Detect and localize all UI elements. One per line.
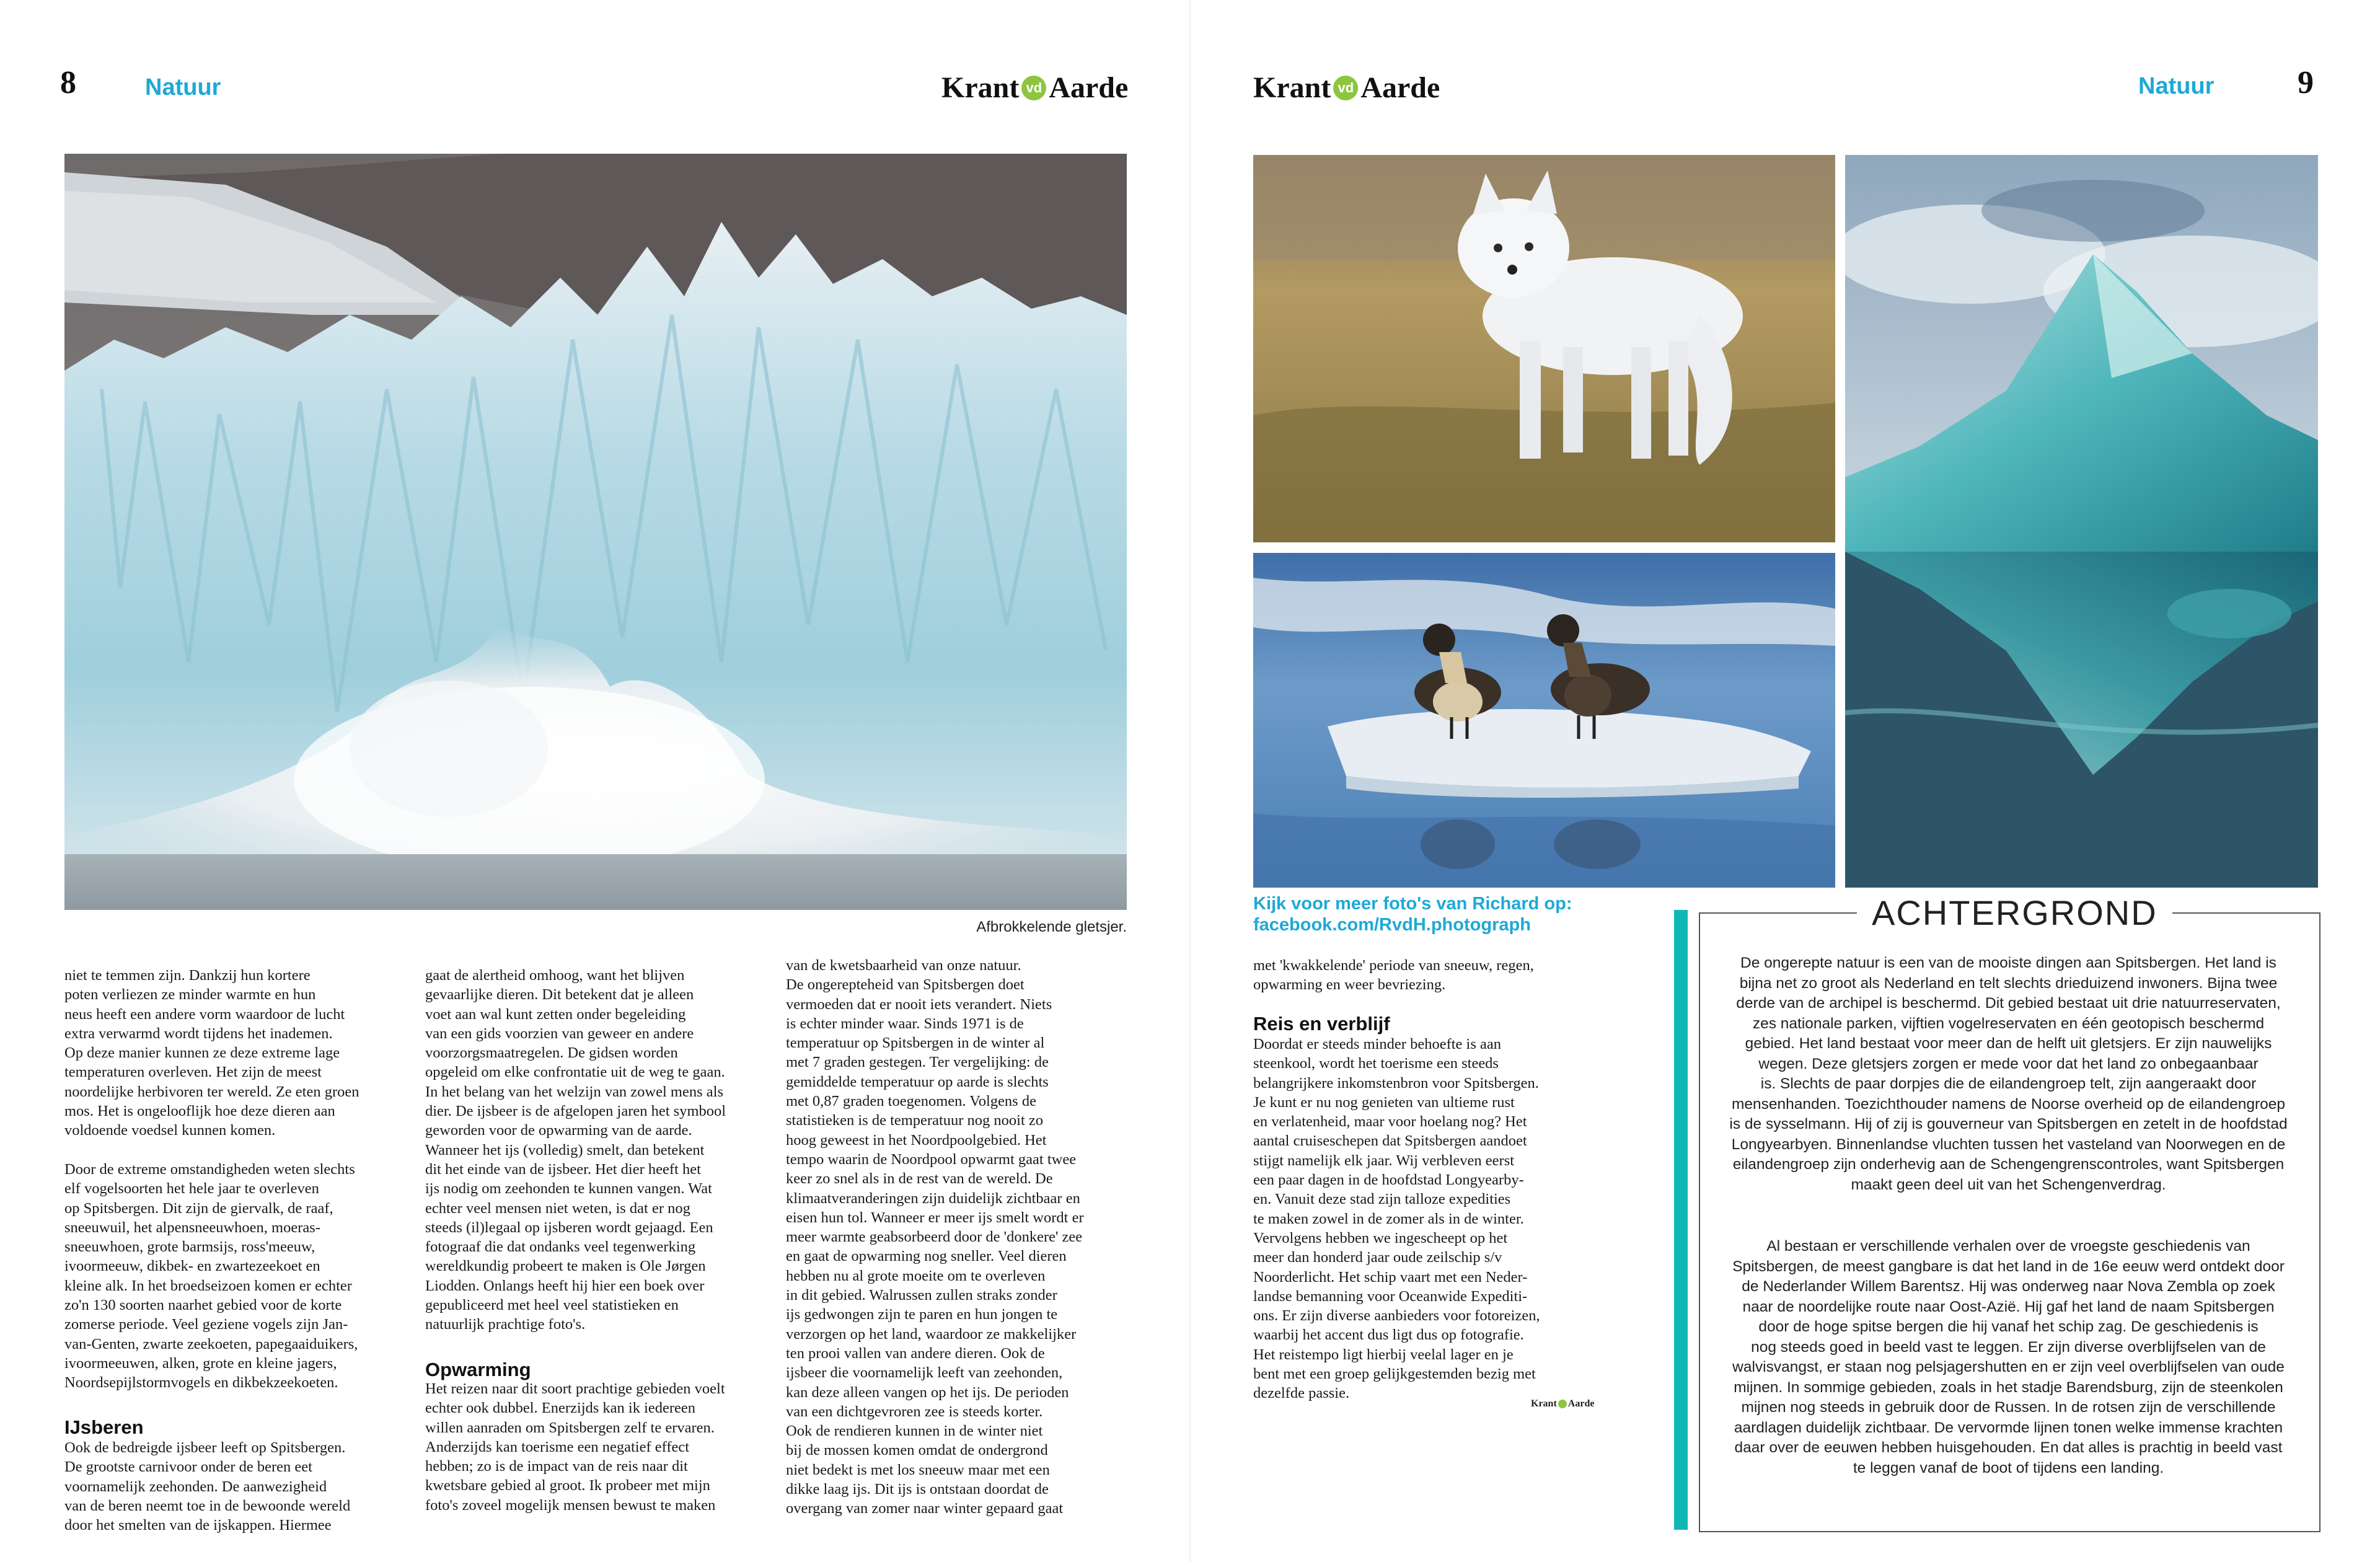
background-box-paragraph-2: Al bestaan er verschillende verhalen over de vroegste geschiedenis van Spitsbergen, de meest gangbare is dat het land in de 16e eeuw werd ontdekt door de Nederlander Willem Barentsz. Hij was onderweg naar Nova Zembla op zoek naar de noordelijke route naar Oost-Azië. Hij gaf het land de naam Spitsbergen door de hoge spitse bergen die hij vanaf het schip zag. De geschiedenis is nog steeds goed in beeld vast te leggen. Er zijn diverse overblijfselen van de walvisvangst, er staan nog pelsjagershutten en er zijn veel overblijfselen van oude mijnen. In sommige gebieden, zoals in het stadje Barendsburg, zijn de steenkolen mijnen nog steeds in gebruik door de Russen. In de rotsen zijn de verschillende aardlagen duidelijk zichtbaar. De vervormde lijnen tonen welke immense krachten daar over de eeuwen hebben huisgehouden. En dat alles is prachtig in beeld vast te leggen vanaf de boot of tijdens een landing.: [1732, 1238, 2285, 1476]
page-number-right: 9: [2298, 65, 2314, 100]
glacier-photo: [64, 154, 1127, 910]
skua-birds-photo: [1253, 553, 1835, 888]
glacier-photo-caption: Afbrokkelende gletsjer.: [976, 919, 1127, 935]
end-mark-logo: [1531, 1398, 1594, 1410]
article-column-3: van de kwetsbaarheid van onze natuur. De ongerepteheid van Spitsbergen doet vermoeden dat er nooit iets verandert. Niets is echter minder waar. Sinds 1971 is de temperatuur op Spitsbergen in de winter al met 7 graden gestegen. Ter vergelijking: de gemiddelde temperatuur op aarde is slechts met 0,87 graden toegenomen. Volgens de statistieken is de temperatuur nog nooit zo hoog geweest in het Noordpoolgebied. Het tempo waarin de Noordpool opwarmt gaat twee keer zo snel als in de rest van de wereld. De klimaatveranderingen zijn duidelijk zichtbaar en eisen hun tol. Wanneer er meer ijs smelt wordt er meer warmte geabsorbeerd door de 'donkere' zee en gaat de opwarming nog sneller. Veel dieren hebben nu al grote moeite om te overleven in dit gebied. Walrussen zullen straks zonder ijs gedwongen zijn te paren en hun jongen te verzorgen op het land, waardoor ze makkelijker ten prooi vallen van andere dieren. Ook de ijsbeer die voornamelijk leeft van zeehonden, kan deze alleen vangen op het ijs. De perioden van een dichtgevroren zee is steeds korter. Ook de rendieren kunnen in de winter niet bij de mossen komen omdat de ondergrond niet bedekt is met los sneeuw maar met een dikke laag ijs. Dit ijs is ontstaan doordat de overgang van zomer naar winter gepaard gaat: [786, 957, 1084, 1517]
section-label-right: Natuur: [2138, 73, 2215, 99]
masthead-logo-right: [1253, 71, 1440, 105]
iceberg-photo: [1845, 155, 2318, 888]
heading-reis-en-verblijf: Reis en verblijf: [1253, 1013, 1390, 1035]
end-mark-krant: Krant: [1531, 1398, 1557, 1409]
logo-text-krant: Krant: [941, 71, 1020, 104]
article-column-4: met 'kwakkelende' periode van sneeuw, regen, opwarming en weer bevriezing.: [1253, 957, 1534, 994]
article-column-1: niet te temmen zijn. Dankzij hun kortere poten verliezen ze minder warmte en hun neus heeft een andere vorm waardoor de lucht extra verwarmd wordt tijdens het inademen. Op deze manier kunnen ze deze extreme lage temperaturen overleven. Het zijn de meest noordelijke herbivoren ter wereld. Ze eten groen mos. Het is ongelooflijk hoe deze dieren aan voldoende voedsel kunnen komen. Door de extreme omstandigheden weten slechts elf vogelsoorten het hele jaar te overleven op Spitsbergen. Dit zijn de giervalk, de raaf, sneeuwuil, het alpensneeuwhoen, moeras- sneeuwhoen, grote barmsijs, ross'meeuw, ivoormeeuw, dikbek- en zwartezeekoet en kleine alk. In het broedseizoen komen er echter zo'n 130 soorten naarhet gebied voor de korte zomerse periode. Veel geziene vogels zijn Jan- van-Genten, zwarte zeekoeten, papegaaiduikers, ivoormeeuwen, alken, grote en kleine jagers, Noordsepijlstormvogels en dikbekzeekoeten.: [64, 967, 359, 1392]
heading-ijsberen: IJsberen: [64, 1416, 144, 1438]
masthead-logo-left: [941, 71, 1128, 105]
arctic-fox-photo: [1253, 155, 1835, 542]
page-fold: [1189, 0, 1191, 1562]
background-box-paragraph-1: De ongerepte natuur is een van de mooiste dingen aan Spitsbergen. Het land is bijna net zo groot als Nederland en telt slechts drieduizend inwoners. Bijna twee derde van de archipel is beschermd. Dit gebied bestaat uit drie natuurreservaten, zes nationale parken, vijftien vogelreservaten en één geotopisch beschermd gebied. Het land bestaat voor meer dan de helft uit gletsjers. Er zijn nauwelijks wegen. Deze gletsjers zorgen er mede voor dat het land zo onbegaanbaar is. Slechts de paar dorpjes die de eilandengroep telt, zijn aangeraakt door mensenhanden. Toezichthouder namens de Noorse overheid op de eilandengroep is de sysselmann. Hij of zij is gouverneur van Spitsbergen en zetelt in de hoofdstad Longyearbyen. Binnenlandse vluchten tussen het vasteland van Noorwegen en de eilandengroep zijn onderhevig aan de Schengengrenscontroles, want Spitsbergen maakt geen deel uit van het Schengenverdrag.: [1729, 955, 2288, 1193]
article-column-2: gaat de alertheid omhoog, want het blijven gevaarlijke dieren. Dit betekent dat je alleen voet aan wal kunt zetten onder begeleiding van een gids voorzien van geweer en andere voorzorgsmaatregelen. De gidsen worden opgeleid om elke confrontatie uit de weg te gaan. In het belang van het welzijn van zowel mens als dier. De ijsbeer is de afgelopen jaren het symbool geworden voor de opwarming van de aarde. Wanneer het ijs (volledig) smelt, dan betekent dit het einde van de ijsbeer. Het dier heeft het ijs nodig om zeehonden te kunnen vangen. Wat echter veel mensen niet weten, is dat er nog steeds (il)legaal op ijsberen wordt gejaagd. Een fotograaf die dat ondanks veel tegenwerking wereldkundig probeert te maken is Ole Jørgen Liodden. Onlangs heeft hij hier een boek over gepubliceerd met heel veel statistieken en natuurlijk prachtige foto's.: [425, 967, 726, 1333]
end-mark-dot-icon: [1558, 1400, 1567, 1408]
sidebar-accent-bar: [1674, 910, 1688, 1530]
section-label-left: Natuur: [145, 74, 221, 100]
logo-text-krant-right: Krant: [1253, 71, 1331, 104]
article-opwarming-text: Het reizen naar dit soort prachtige gebieden voelt echter ook dubbel. Enerzijds kan ik iedereen willen aanraden om Spitsbergen zelf te ervaren. Anderzijds kan toerisme een negatief effect hebben; zo is de impact van de reis naar dit kwetsbare gebied al groot. Ik probeer met mijn foto's zoveel mogelijk mensen bewust te maken: [425, 1380, 725, 1514]
logo-vd-badge-right: vd: [1333, 76, 1358, 100]
background-box-title: ACHTERGROND: [1857, 893, 2172, 933]
end-mark-aarde: Aarde: [1567, 1398, 1595, 1409]
article-reis-text: Doordat er steeds minder behoefte is aan steenkool, wordt het toerisme een steeds belangrijkere inkomstenbron voor Spitsbergen. Je kunt er nu nog genieten van ultieme rust en verlatenheid, maar voor hoelang nog? Het aantal cruiseschepen dat Spitsbergen aandoet stijgt namelijk elk jaar. Wij verbleven eerst een paar dagen in de hoofdstad Longyearby- en. Vanuit deze stad zijn talloze expedities te maken zowel in de zomer als in de winter. Vervolgens hebben we ingescheept op het meer dan honderd jaar oude zeilschip s/v Noorderlicht. Het schip vaart met een Neder- landse bemanning voor Oceanwide Expediti- ons. Er zijn diverse aanbieders voor fotoreizen, waarbij het accent dus ligt dus op fotografie. Het reistempo ligt hierbij veelal lager en je bent met een groep gelijkgestemden bezig met dezelfde passie.: [1253, 1036, 1540, 1402]
logo-vd-badge: vd: [1021, 76, 1046, 100]
article-ijsberen-text: Ook de bedreigde ijsbeer leeft op Spitsbergen. De grootste carnivoor onder de beren eet voornamelijk zeehonden. De aanwezigheid van de beren neemt toe in de bewoonde wereld door het smelten van de ijskappen. Hiermee: [64, 1439, 351, 1534]
logo-text-aarde: Aarde: [1049, 71, 1129, 104]
logo-text-aarde-right: Aarde: [1360, 71, 1440, 104]
page-number-left: 8: [60, 65, 76, 100]
heading-opwarming: Opwarming: [425, 1359, 531, 1380]
photographer-link[interactable]: Kijk voor meer foto's van Richard op: facebook.com/RvdH.photograph: [1253, 894, 1572, 935]
